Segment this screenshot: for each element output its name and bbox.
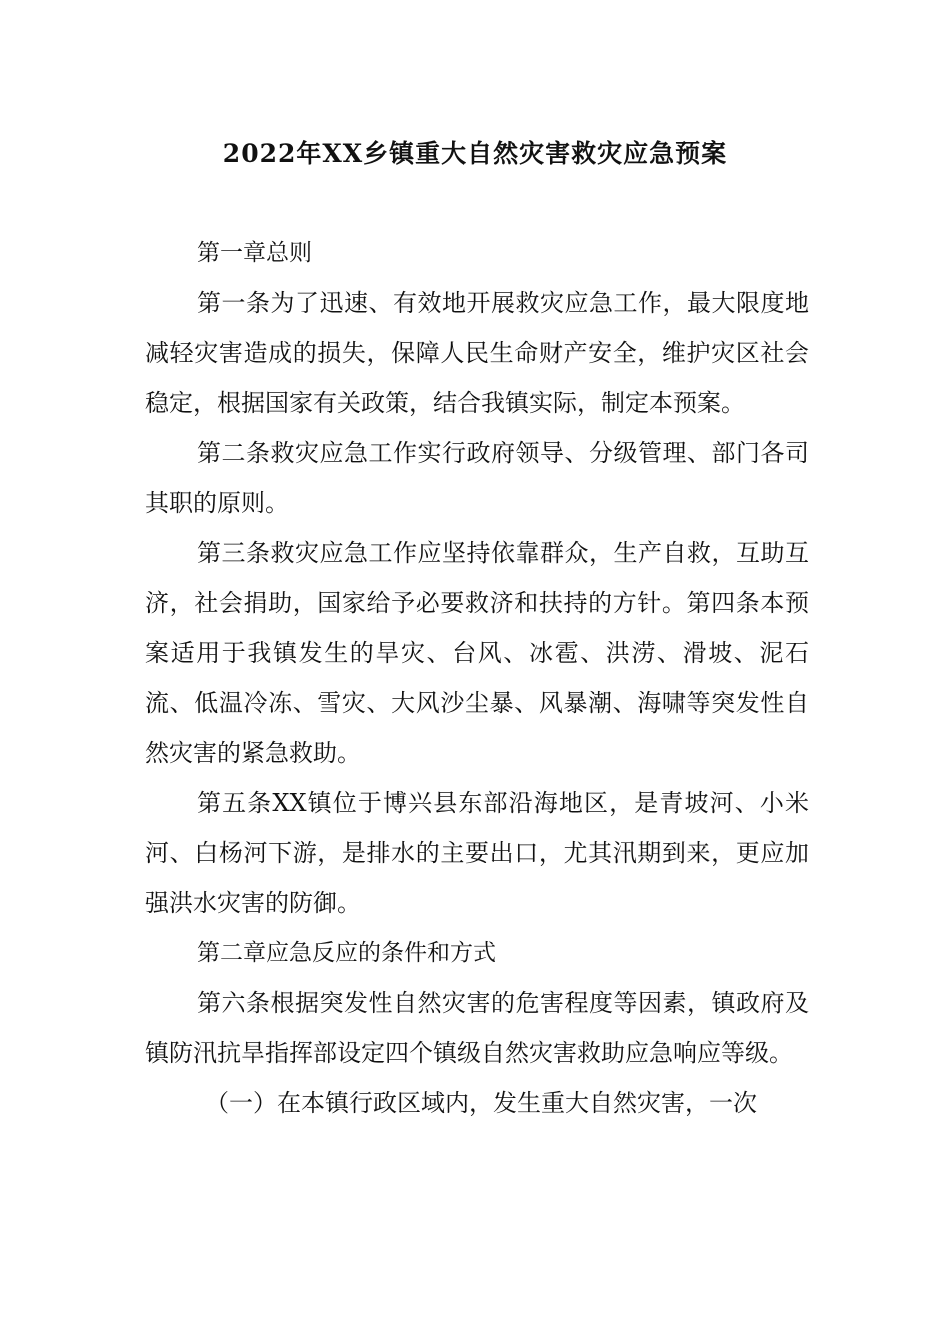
article-paragraph: 第五条XX镇位于博兴县东部沿海地区，是青坡河、小米河、白杨河下游，是排水的主要出口，尤其汛期到来，更应加强洪水灾害的防御。	[145, 789, 809, 917]
list-item-paragraph: （一）在本镇行政区域内，发生重大自然灾害，一次	[205, 1089, 757, 1117]
article-paragraph: 第二条救灾应急工作实行政府领导、分级管理、部门各司其职的原则。	[145, 439, 809, 517]
document-title: 2022年XX乡镇重大自然灾害救灾应急预案	[222, 139, 728, 168]
article-paragraph: 第三条救灾应急工作应坚持依靠群众，生产自救，互助互济，社会捐助，国家给予必要救济和扶持的方针。第四条本预案适用于我镇发生的旱灾、台风、冰雹、洪涝、滑坡、泥石流、低温冷冻、雪灾、大风沙尘暴、风暴潮、海啸等突发性自然灾害的紧急救助。	[145, 539, 809, 767]
chapter-heading: 第一章总则	[197, 240, 312, 266]
chapter-heading: 第二章应急反应的条件和方式	[197, 940, 496, 966]
article-paragraph: 第一条为了迅速、有效地开展救灾应急工作，最大限度地减轻灾害造成的损失，保障人民生命财产安全，维护灾区社会稳定，根据国家有关政策，结合我镇实际，制定本预案。	[145, 289, 809, 417]
article-paragraph: 第六条根据突发性自然灾害的危害程度等因素，镇政府及镇防汛抗旱指挥部设定四个镇级自然灾害救助应急响应等级。	[145, 989, 809, 1067]
document-body	[145, 228, 809, 1128]
